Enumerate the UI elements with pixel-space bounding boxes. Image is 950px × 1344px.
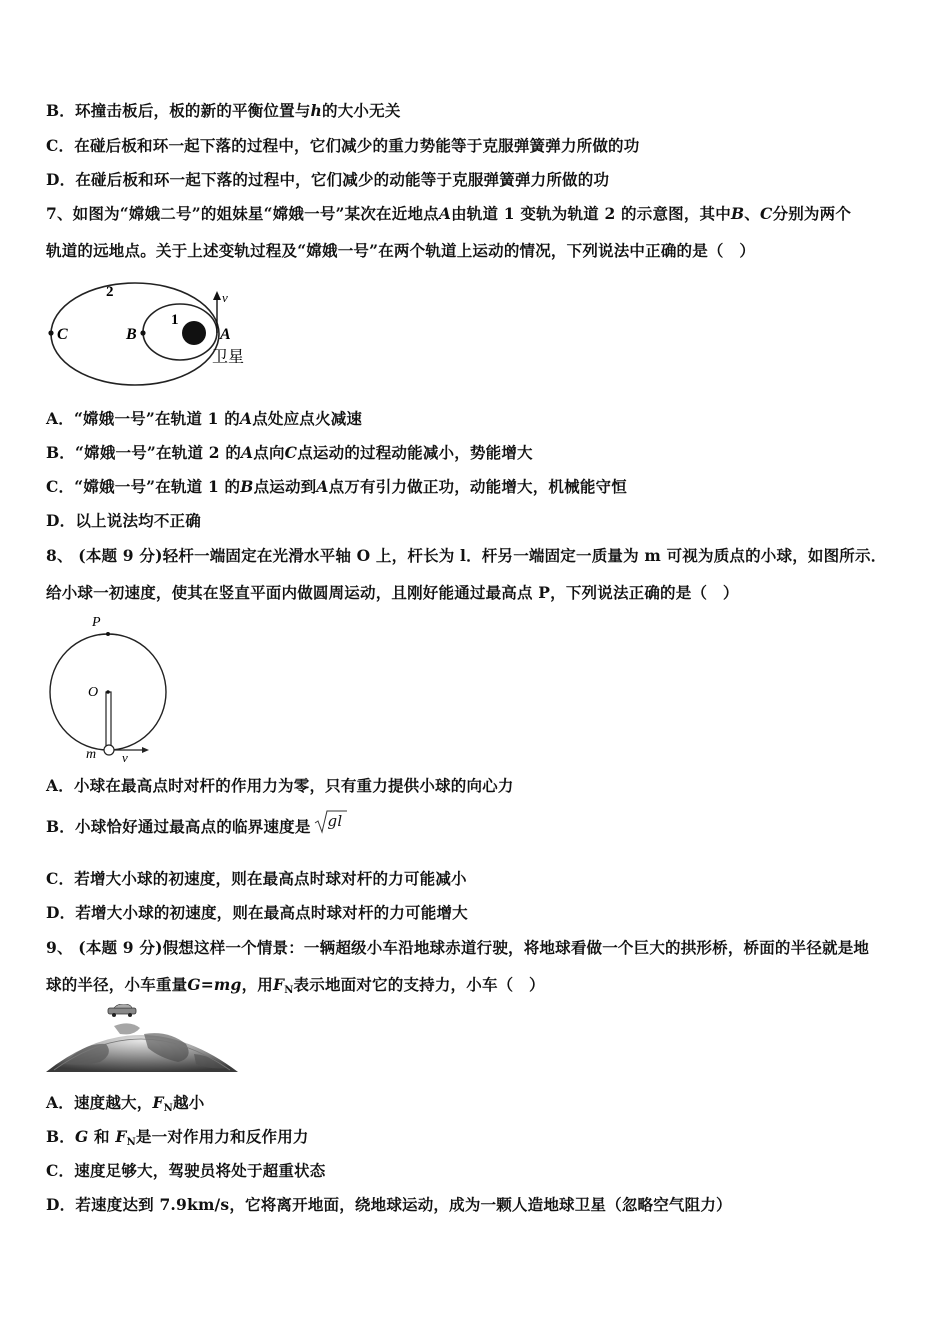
q9-stem-line1: 9、 (本题 9 分)假想这样一个情景：一辆超级小车沿地球赤道行驶，将地球看做一个巨大的拱形桥，桥面的半径就是地 (46, 938, 870, 957)
velocity-arrowhead (213, 291, 221, 300)
q7-option-a: A．“嫦娥一号”在轨道 1 的A点处应点火减速 (46, 409, 363, 428)
label-p: P (92, 615, 101, 630)
point-p-dot (106, 632, 110, 636)
q8-option-b: B．小球恰好通过最高点的临界速度是 gl (46, 810, 348, 844)
label-o: O (88, 685, 99, 700)
q7-option-c: C．“嫦娥一号”在轨道 1 的B点运动到A点万有引力做正功，动能增大，机械能守恒 (46, 477, 627, 496)
q9-option-d: D．若速度达到 7.9km/s，它将离开地面，绕地球运动，成为一颗人造地球卫星（忽略空气阻力） (46, 1195, 732, 1214)
q8-option-a: A．小球在最高点时对杆的作用力为零，只有重力提供小球的向心力 (46, 776, 514, 795)
label-orbit-1: 1 (171, 312, 179, 328)
label-point-b: B (126, 326, 137, 343)
earth-bridge-picture (44, 1004, 240, 1074)
q7-stem-line1: 7、如图为“嫦娥二号”的姐妹星“嫦娥一号”某次在近地点A由轨道 1 变轨为轨道 2 的示意图，其中B、C分别为两个 (46, 204, 852, 223)
q9-option-b: B．G 和 $F_N$是一对作用力和反作用力 (46, 1127, 309, 1148)
q6-option-b: B．环撞击板后，板的新的平衡位置与h的大小无关 (46, 101, 401, 120)
label-point-c: C (57, 326, 68, 343)
q9-stem-line2: 球的半径，小车重量G=mg，用$F_N$表示地面对它的支持力，小车（ ） (46, 975, 545, 996)
q7-stem-line2: 轨道的远地点。关于上述变轨过程及“嫦娥一号”在两个轨道上运动的情况，下列说法中正确的是（ ） (46, 241, 756, 260)
q8-stem-line1: 8、 (本题 9 分)轻杆一端固定在光滑水平轴 O 上，杆长为 l．杆另一端固定一质量为 m 可视为质点的小球，如图所示． (46, 546, 887, 565)
circular-motion-diagram (40, 612, 180, 764)
q7-option-d: D．以上说法均不正确 (46, 511, 201, 530)
earth-dot (182, 321, 206, 345)
point-c-dot (48, 330, 53, 335)
q6-option-d: D．在碰后板和环一起下落的过程中，它们减少的动能等于克服弹簧弹力所做的功 (46, 170, 610, 189)
point-b-dot (140, 330, 145, 335)
sqrt-gl-formula: gl (314, 810, 348, 836)
car-icon (108, 1004, 136, 1017)
q8-option-d: D．若增大小球的初速度，则在最高点时球对杆的力可能增大 (46, 903, 468, 922)
q6-option-c: C．在碰后板和环一起下落的过程中，它们减少的重力势能等于克服弹簧弹力所做的功 (46, 136, 640, 155)
orbit-diagram (44, 278, 264, 390)
axis-o-dot (106, 690, 110, 694)
velocity-arrowhead (142, 747, 149, 753)
label-m: m (86, 747, 97, 762)
q8-stem-line2: 给小球一初速度，使其在竖直平面内做圆周运动，且刚好能通过最高点 P，下列说法正确的是（ ） (46, 583, 739, 602)
label-point-a: A (220, 326, 231, 343)
label-satellite: 卫星 (212, 349, 245, 366)
q9-option-c: C．速度足够大，驾驶员将处于超重状态 (46, 1161, 326, 1180)
label-v: v (122, 750, 128, 764)
q7-option-b: B．“嫦娥一号”在轨道 2 的A点向C点运动的过程动能减小，势能增大 (46, 443, 533, 462)
q9-option-a: A．速度越大，$F_N$越小 (46, 1093, 205, 1114)
label-orbit-2: 2 (106, 284, 114, 300)
q8-option-c: C．若增大小球的初速度，则在最高点时球对杆的力可能减小 (46, 869, 467, 888)
rod (106, 692, 111, 746)
landmass-3 (114, 1023, 140, 1034)
label-velocity: v (222, 290, 228, 305)
ball (104, 745, 114, 755)
